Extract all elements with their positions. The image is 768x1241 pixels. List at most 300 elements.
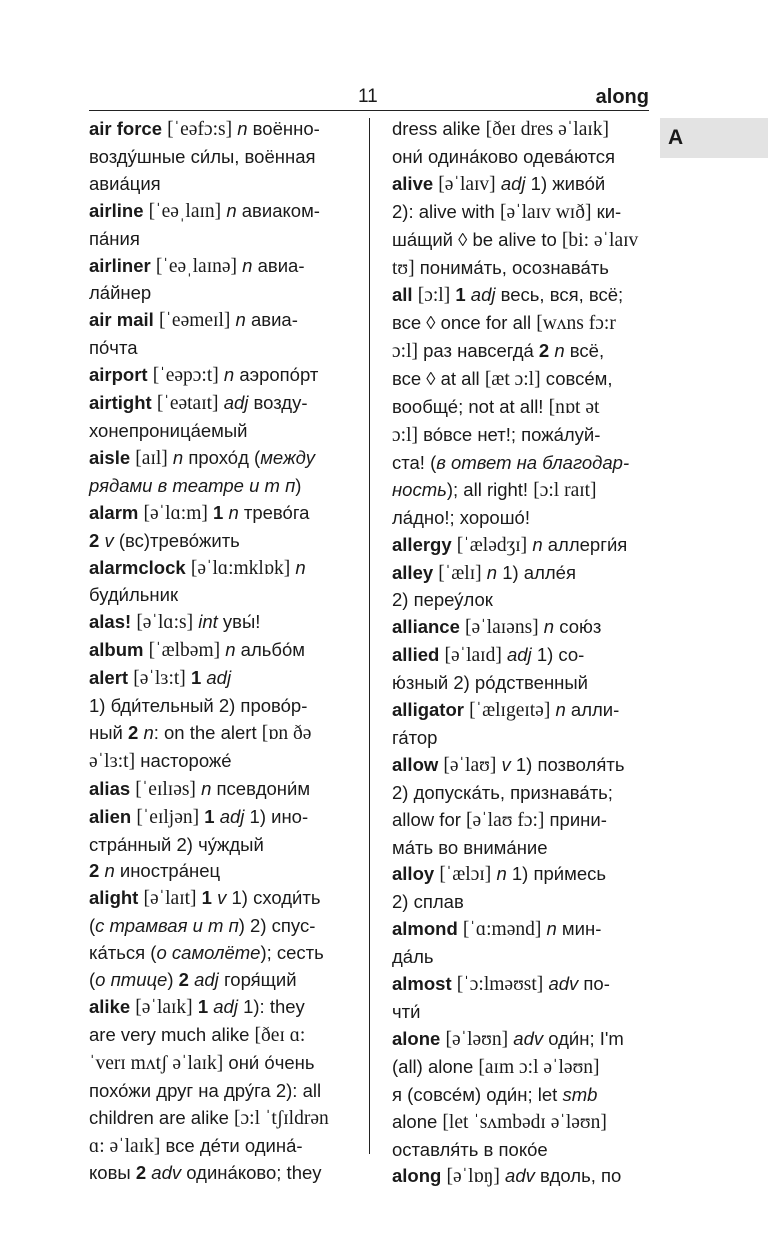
headword: 1	[201, 887, 212, 909]
grammar-label: n	[225, 639, 236, 661]
text: па́ния	[89, 227, 140, 249]
headword: alarm	[89, 501, 139, 523]
transcription: [əˈlaɪt]	[143, 888, 197, 910]
grammar-label: adj	[506, 644, 532, 666]
dictionary-line	[89, 390, 351, 418]
text: ю́зный 2) ро́дственный	[392, 672, 589, 694]
grammar-label: adj	[194, 969, 219, 991]
headword: 1	[455, 284, 466, 306]
dictionary-line	[89, 473, 351, 500]
transcription: [əˈlɒŋ]	[446, 1166, 500, 1188]
grammar-label: int	[198, 611, 218, 633]
text: 1) при́месь	[506, 863, 607, 885]
headword: 1	[190, 667, 202, 689]
headword: alert	[89, 667, 129, 689]
dictionary-line	[392, 560, 654, 588]
dictionary-line	[89, 362, 351, 390]
headword: almost	[392, 973, 452, 995]
dictionary-line	[89, 171, 351, 198]
dictionary-line	[392, 116, 654, 144]
transcription: [ˈeɪljən]	[136, 806, 200, 828]
text: : on the alert	[153, 721, 262, 743]
dictionary-line	[392, 310, 654, 338]
text: во́все нет!; пожа́луй-	[417, 423, 601, 445]
headword: allied	[392, 644, 440, 666]
headword: alas!	[89, 611, 132, 633]
text: 2): alive with	[392, 200, 500, 222]
text: хонепроница́емый	[89, 419, 248, 441]
grammar-label: n	[295, 556, 306, 578]
text: псевдони́м	[211, 777, 311, 799]
transcription: [əˈlɜ:t]	[133, 668, 186, 690]
headword: allow	[392, 753, 439, 775]
transcription: [ˈeəfɔ:s]	[167, 119, 233, 140]
transcription: [ɔ:l raɪt]	[533, 479, 597, 501]
headword: alone	[392, 1027, 441, 1049]
text: горя́щий	[218, 969, 297, 991]
headword: 2	[89, 529, 100, 551]
grammar-label: n	[555, 699, 566, 721]
grammar-label: adj	[219, 805, 245, 827]
grammar-label: n	[486, 561, 498, 583]
transcription: [ɒn ðə	[261, 722, 312, 744]
grammar-label: adv	[151, 1162, 182, 1184]
transcription: [æt ɔ:l]	[484, 369, 541, 391]
text: возду-	[248, 392, 308, 414]
transcription: ɑ: əˈlaɪk]	[89, 1135, 161, 1157]
text: ки-	[591, 200, 622, 222]
dictionary-line	[89, 1022, 351, 1050]
dictionary-line	[89, 555, 351, 583]
headword: along	[392, 1165, 442, 1187]
text: вдоль, по	[534, 1165, 622, 1187]
headword: alligator	[392, 699, 464, 721]
column-divider	[369, 118, 370, 1154]
dictionary-line	[89, 913, 351, 940]
dictionary-line	[89, 253, 351, 281]
dictionary-line	[89, 144, 351, 171]
text: сою́з	[554, 616, 602, 638]
transcription: [ˈælədʒɪ]	[456, 534, 528, 556]
dictionary-line	[89, 748, 351, 776]
grammar-label: smb	[562, 1083, 598, 1105]
text: 2) переу́лок	[392, 589, 493, 611]
text: трево́га	[238, 501, 310, 523]
text: ма́ть во внима́ние	[392, 836, 548, 858]
headword: alliance	[392, 616, 460, 638]
dictionary-line	[392, 807, 654, 835]
headword: 2	[128, 721, 139, 743]
text: )	[167, 969, 179, 991]
grammar-label: рядами в театре и т п	[89, 474, 296, 496]
dictionary-line	[89, 335, 351, 362]
dictionary-line	[89, 307, 351, 335]
text: алли-	[565, 699, 620, 721]
dictionary-line	[89, 720, 351, 748]
transcription: [ˈeəpɔ:t]	[152, 365, 219, 387]
text: ); сесть	[260, 942, 324, 964]
text: 2) допуска́ть, признава́ть;	[392, 781, 613, 803]
header-rule	[89, 110, 649, 111]
dictionary-line	[89, 1105, 351, 1133]
grammar-label: adv	[548, 973, 579, 995]
text: (	[89, 969, 96, 991]
text: они́ одина́ково одева́ются	[392, 145, 616, 167]
text: авиа-	[245, 309, 298, 331]
text: совсе́м,	[540, 368, 613, 390]
transcription: [əˈlaʊ]	[443, 754, 497, 776]
dictionary-line	[392, 199, 654, 227]
dictionary-line	[392, 450, 654, 477]
dictionary-line	[89, 418, 351, 445]
grammar-label: n	[543, 616, 555, 638]
transcription: [bi: əˈlaɪv	[561, 229, 639, 251]
headword: airport	[89, 364, 148, 386]
dictionary-line	[89, 1160, 351, 1187]
dictionary-line	[392, 916, 654, 944]
transcription: ɔ:l]	[392, 341, 418, 363]
transcription: [əˈləʊn]	[445, 1028, 509, 1050]
dictionary-line	[392, 835, 654, 862]
headword: 1	[213, 501, 224, 523]
dictionary-line	[89, 1078, 351, 1105]
headword: almond	[392, 918, 458, 940]
text: (	[89, 915, 96, 937]
text: (вс)трево́жить	[113, 529, 240, 551]
transcription: [əˈlɑ:s]	[136, 612, 194, 634]
grammar-label: n	[237, 118, 248, 139]
text: все ◊ once for all	[392, 312, 537, 334]
text: allow for	[392, 808, 467, 830]
headword: air force	[89, 118, 163, 139]
transcription: [əˈlaɪəns]	[465, 617, 539, 639]
text: 1) бди́тельный 2) прово́р-	[89, 695, 308, 717]
headword: airtight	[89, 392, 152, 414]
text: я (совсе́м) оди́н; let	[392, 1083, 563, 1105]
text: (all) alone	[392, 1055, 479, 1077]
text: 1) живо́й	[525, 172, 606, 194]
dictionary-line	[89, 693, 351, 720]
dictionary-line	[89, 776, 351, 804]
text: все де́ти одина́-	[160, 1134, 303, 1156]
grammar-label: adj	[470, 284, 496, 306]
text: прини-	[544, 808, 607, 830]
grammar-label: adj	[500, 172, 526, 194]
text: children are alike	[89, 1106, 234, 1128]
transcription: [ˈɑ:mənd]	[462, 919, 542, 941]
grammar-label: n	[104, 860, 115, 882]
text: настороже́	[135, 749, 232, 771]
dictionary-line	[392, 477, 654, 505]
text: раз навсегда́	[417, 340, 539, 362]
transcription: [ðeɪ ɑ:	[254, 1024, 306, 1046]
headword: airline	[89, 199, 144, 221]
text: ковы	[89, 1162, 136, 1184]
text: ) 2) спус-	[238, 915, 316, 937]
transcription: [əˈlaɪv]	[438, 173, 496, 195]
dictionary-line	[89, 582, 351, 609]
text: по-	[578, 973, 610, 995]
grammar-label: adv	[513, 1027, 544, 1049]
headword: alarmclock	[89, 556, 186, 578]
dictionary-line	[392, 1054, 654, 1082]
dictionary-line	[392, 144, 654, 171]
dictionary-line	[89, 637, 351, 665]
text: чти́	[392, 1001, 421, 1022]
text: понима́ть, осознава́ть	[414, 256, 609, 278]
dictionary-line	[392, 642, 654, 670]
text: 1) со-	[531, 644, 585, 666]
text: 1) сходи́ть	[226, 887, 321, 909]
headword: alias	[89, 777, 131, 799]
text: ); all right!	[446, 478, 534, 500]
dictionary-line	[392, 1109, 654, 1137]
headword: 1	[204, 805, 215, 827]
headword: alike	[89, 996, 131, 1017]
text: весь, вся, всё;	[495, 284, 624, 306]
text: да́ль	[392, 946, 434, 968]
dictionary-line	[89, 994, 351, 1022]
grammar-label: о самолёте	[156, 942, 261, 964]
grammar-label: о птице	[95, 969, 168, 991]
dictionary-line	[89, 832, 351, 859]
grammar-label: adj	[206, 667, 232, 689]
dictionary-line	[89, 665, 351, 693]
grammar-label: n	[532, 533, 543, 555]
transcription: [əˈlɑ:mklɒk]	[190, 557, 291, 579]
dictionary-line	[392, 999, 654, 1026]
transcription: [ˈælɪ]	[438, 562, 482, 584]
transcription: [wʌns fɔ:r	[536, 313, 616, 335]
dictionary-line	[392, 725, 654, 752]
text: воённо-	[247, 118, 320, 139]
dictionary-line	[89, 1050, 351, 1078]
grammar-label: в ответ на благодар-	[436, 451, 630, 473]
grammar-label: n	[226, 199, 237, 221]
text: прохо́д (	[183, 446, 261, 468]
dictionary-line	[89, 609, 351, 637]
text: вообще́; not at all!	[392, 396, 549, 418]
headword: 2	[135, 1162, 147, 1184]
grammar-label: n	[496, 863, 507, 885]
dictionary-line	[89, 226, 351, 253]
dictionary-line	[392, 780, 654, 807]
grammar-label: adj	[213, 996, 238, 1017]
grammar-label: n	[172, 446, 184, 468]
text: ла́йнер	[89, 282, 152, 304]
headword: airliner	[89, 254, 151, 276]
transcription: [ˈɔ:lməʊst]	[456, 974, 544, 996]
dictionary-line	[392, 1137, 654, 1164]
running-head: along	[595, 86, 649, 108]
dictionary-line	[392, 697, 654, 725]
dictionary-line	[392, 614, 654, 642]
text: ста! (	[392, 451, 437, 473]
grammar-label: n	[228, 501, 239, 523]
dictionary-line	[89, 280, 351, 307]
grammar-label: v	[501, 753, 511, 775]
text: alone	[392, 1110, 443, 1132]
headword: alien	[89, 805, 132, 827]
text: похо́жи друг на дру́га 2): all	[89, 1079, 322, 1101]
text: га́тор	[392, 726, 438, 748]
transcription: [əˈlɑ:m]	[143, 502, 208, 524]
dictionary-line	[89, 198, 351, 226]
dictionary-line	[392, 587, 654, 614]
transcription: ˈverɪ mʌtʃ əˈlaɪk]	[89, 1052, 224, 1074]
headword: aisle	[89, 446, 131, 468]
headword: 2	[538, 340, 550, 362]
text: авиаком-	[236, 199, 320, 221]
dictionary-line	[89, 528, 351, 555]
headword: all	[392, 284, 413, 306]
dictionary-line	[392, 1163, 654, 1191]
dictionary-line	[89, 116, 351, 144]
text: )	[295, 474, 302, 496]
transcription: [nɒt ət	[548, 397, 600, 419]
headword: allergy	[392, 533, 452, 555]
grammar-label: n	[546, 918, 557, 940]
transcription: [ˈeəmeɪl]	[158, 310, 231, 332]
dictionary-line	[392, 338, 654, 366]
text: оди́н; I'm	[543, 1027, 624, 1049]
headword: 2	[178, 969, 189, 991]
transcription: [ˈeɪlɪəs]	[135, 778, 196, 800]
text: альбо́м	[235, 639, 306, 661]
grammar-label: adj	[223, 392, 249, 414]
dictionary-line	[392, 944, 654, 971]
grammar-label: между	[260, 446, 315, 468]
text: ный	[89, 721, 128, 743]
grammar-label: n	[235, 309, 246, 331]
text: аэропо́рт	[234, 364, 319, 386]
text: иностра́нец	[114, 860, 221, 882]
headword: 1	[197, 996, 209, 1017]
text: ша́щий ◊ be alive to	[392, 228, 562, 250]
transcription: [ɔ:l ˈtʃɪldrən	[234, 1107, 329, 1129]
right-column	[392, 116, 654, 1191]
dictionary-line	[89, 858, 351, 885]
text: 1) позволя́ть	[510, 753, 625, 775]
text: 1) алле́я	[497, 561, 576, 583]
dictionary-line	[89, 804, 351, 832]
transcription: [aɪm ɔ:l əˈləʊn]	[478, 1056, 600, 1078]
dictionary-line	[89, 445, 351, 473]
dictionary-line	[89, 967, 351, 994]
grammar-label: v	[104, 529, 114, 551]
grammar-label: n	[143, 721, 154, 743]
text: по́чта	[89, 337, 138, 359]
grammar-label: с трамвая и т п	[95, 915, 239, 937]
dictionary-line	[392, 532, 654, 560]
text: стра́нный 2) чу́ждый	[89, 833, 264, 855]
transcription: ɔ:l]	[392, 424, 418, 446]
grammar-label: n	[223, 364, 235, 386]
text: 1): they	[237, 996, 305, 1017]
dictionary-line	[89, 1133, 351, 1161]
grammar-label: n	[201, 777, 212, 799]
transcription: [əˈlaɪk]	[135, 997, 193, 1018]
dictionary-line	[392, 394, 654, 422]
dictionary-line	[392, 422, 654, 450]
dictionary-line	[392, 861, 654, 889]
dictionary-line	[392, 1026, 654, 1054]
left-column	[89, 116, 351, 1187]
grammar-label: ность	[392, 478, 447, 500]
dictionary-line	[392, 752, 654, 780]
transcription: [ˈeətaɪt]	[156, 393, 219, 415]
transcription: [let ˈsʌmbədɪ əˈləʊn]	[442, 1111, 607, 1133]
headword: alley	[392, 561, 434, 583]
grammar-label: n	[554, 340, 565, 362]
grammar-label: n	[242, 254, 253, 276]
transcription: [əˈlaɪv wɪð]	[499, 201, 592, 223]
text: все ◊ at all	[392, 368, 485, 390]
transcription: [ˈeəˌlaɪnə]	[155, 255, 238, 277]
text: авиа́ция	[89, 172, 161, 194]
grammar-label: v	[217, 887, 227, 909]
dictionary-line	[89, 500, 351, 528]
dictionary-line	[89, 940, 351, 967]
transcription: [əˈlaɪd]	[444, 645, 502, 667]
headword: alight	[89, 887, 139, 909]
grammar-label: adv	[505, 1165, 535, 1187]
dictionary-line	[392, 255, 654, 283]
transcription: [ðeɪ dres əˈlaɪk]	[485, 119, 610, 140]
text: ла́дно!; хорошо́!	[392, 506, 530, 528]
transcription: əˈlɜ:t]	[89, 750, 136, 772]
dictionary-line	[392, 1082, 654, 1109]
headword: alive	[392, 172, 434, 194]
dictionary-line	[392, 227, 654, 255]
transcription: tʊ]	[392, 257, 415, 279]
headword: air mail	[89, 309, 154, 331]
dictionary-line	[392, 282, 654, 310]
text: аллерги́я	[542, 533, 628, 555]
transcription: [ˈeəˌlaɪn]	[148, 200, 222, 222]
text: они́ о́чень	[223, 1051, 315, 1073]
thumb-index-tab	[660, 118, 768, 158]
page-number: 11	[358, 86, 378, 107]
text: всё,	[564, 340, 605, 362]
headword: alloy	[392, 863, 435, 885]
transcription: [ɔ:l]	[417, 285, 451, 307]
dictionary-line	[392, 971, 654, 999]
headword: 2	[89, 860, 100, 882]
text: возду́шные си́лы, воённая	[89, 145, 316, 167]
text: мин-	[556, 918, 602, 940]
text: буди́льник	[89, 584, 179, 606]
text: одина́ково; they	[181, 1162, 322, 1184]
headword: album	[89, 639, 144, 661]
transcription: [ˈælbəm]	[148, 640, 221, 662]
text: dress alike	[392, 118, 486, 139]
text: увы́!	[217, 611, 261, 633]
dictionary-line	[392, 889, 654, 916]
transcription: [aɪl]	[135, 447, 168, 469]
text: авиа-	[252, 254, 305, 276]
transcription: [əˈlaʊ fɔ:]	[466, 809, 545, 831]
transcription: [ˈælɪgeɪtə]	[469, 700, 551, 722]
dictionary-line	[392, 670, 654, 697]
thumb-index-letter: A	[668, 126, 684, 149]
text: 1) ино-	[244, 805, 309, 827]
dictionary-line	[392, 505, 654, 532]
text: 2) сплав	[392, 891, 464, 913]
text: are very much alike	[89, 1023, 255, 1045]
text: ка́ться (	[89, 942, 157, 964]
transcription: [ˈælɔɪ]	[439, 864, 492, 886]
